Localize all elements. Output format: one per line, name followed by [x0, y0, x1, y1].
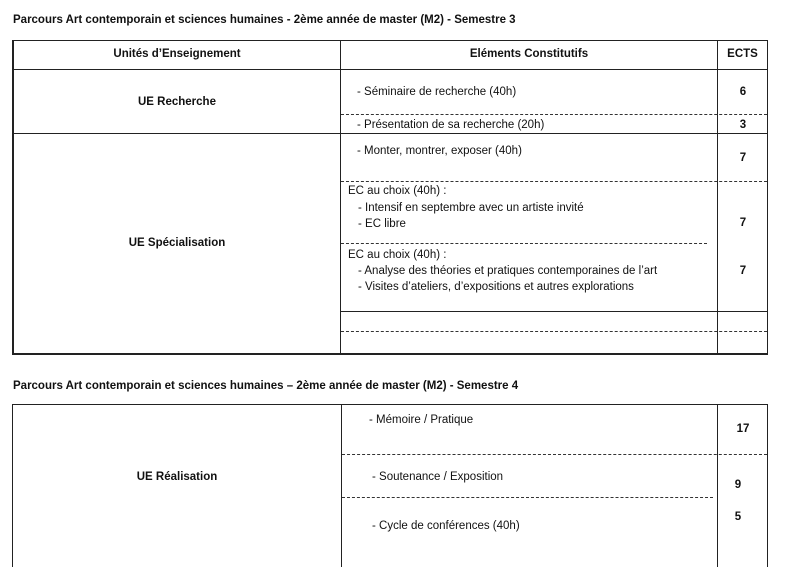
ects-soutenance-exposition: 9 [734, 479, 742, 491]
row-divider-dotted [341, 181, 767, 182]
ects-memoire-pratique: 17 [736, 423, 750, 435]
ects-monter-montrer-exposer: 7 [739, 152, 747, 164]
ec-cycle-conferences: - Cycle de conférences (40h) [372, 520, 520, 532]
table3-top-border [12, 40, 768, 41]
header-ects: ECTS [727, 48, 758, 60]
ec-choice2-title: EC au choix (40h) : [348, 249, 447, 261]
row-divider-dotted [341, 243, 707, 244]
table4-col-divider-1 [341, 404, 342, 567]
row-divider-solid [341, 311, 767, 312]
semester3-title: Parcours Art contemporain et sciences humaines - 2ème année de master (M2) - Semestre 3 [13, 14, 516, 26]
ec-choice2-option-analyse: - Analyse des théories et pratiques contemporaines de l’art [358, 265, 658, 277]
ec-seminaire-recherche: - Séminaire de recherche (40h) [357, 86, 517, 98]
ects-choice1: 7 [739, 217, 747, 229]
row-divider-dotted [342, 497, 713, 498]
table3-bottom-border [12, 353, 768, 355]
ec-soutenance-exposition: - Soutenance / Exposition [372, 471, 504, 483]
ue-realisation-name: UE Réalisation [136, 471, 218, 483]
ec-choice1-option-intensif: - Intensif en septembre avec un artiste invité [358, 202, 584, 214]
row-divider-dotted [341, 331, 767, 332]
semester4-title: Parcours Art contemporain et sciences humaines – 2ème année de master (M2) - Semestre 4 [13, 380, 519, 392]
ects-presentation-recherche: 3 [739, 119, 747, 131]
ec-choice1-title: EC au choix (40h) : [348, 185, 447, 197]
ec-monter-montrer-exposer: - Monter, montrer, exposer (40h) [357, 145, 522, 157]
table4-left-border [12, 404, 13, 567]
table3-header-divider [12, 69, 768, 70]
row-divider-dotted [342, 454, 767, 455]
table3-col-divider-1 [340, 40, 341, 354]
ue-recherche-name: UE Recherche [138, 96, 216, 108]
ec-presentation-recherche: - Présentation de sa recherche (20h) [357, 119, 545, 131]
table3-row-divider [12, 133, 768, 134]
ec-choice1-option-ec-libre: - EC libre [358, 218, 406, 230]
table4-top-border [12, 404, 768, 405]
ects-choice2: 7 [739, 265, 747, 277]
row-divider-dotted [341, 114, 767, 115]
ue-specialisation-name: UE Spécialisation [128, 237, 226, 249]
header-ue: Unités d’Enseignement [113, 48, 241, 60]
header-ec: Eléments Constitutifs [469, 48, 589, 60]
ects-seminaire-recherche: 6 [739, 86, 747, 98]
table3-left-border [12, 40, 14, 355]
ec-choice2-option-visites: - Visites d’ateliers, d’expositions et autres explorations [358, 281, 634, 293]
ec-memoire-pratique: - Mémoire / Pratique [369, 414, 474, 426]
ects-cycle-conferences: 5 [734, 511, 742, 523]
